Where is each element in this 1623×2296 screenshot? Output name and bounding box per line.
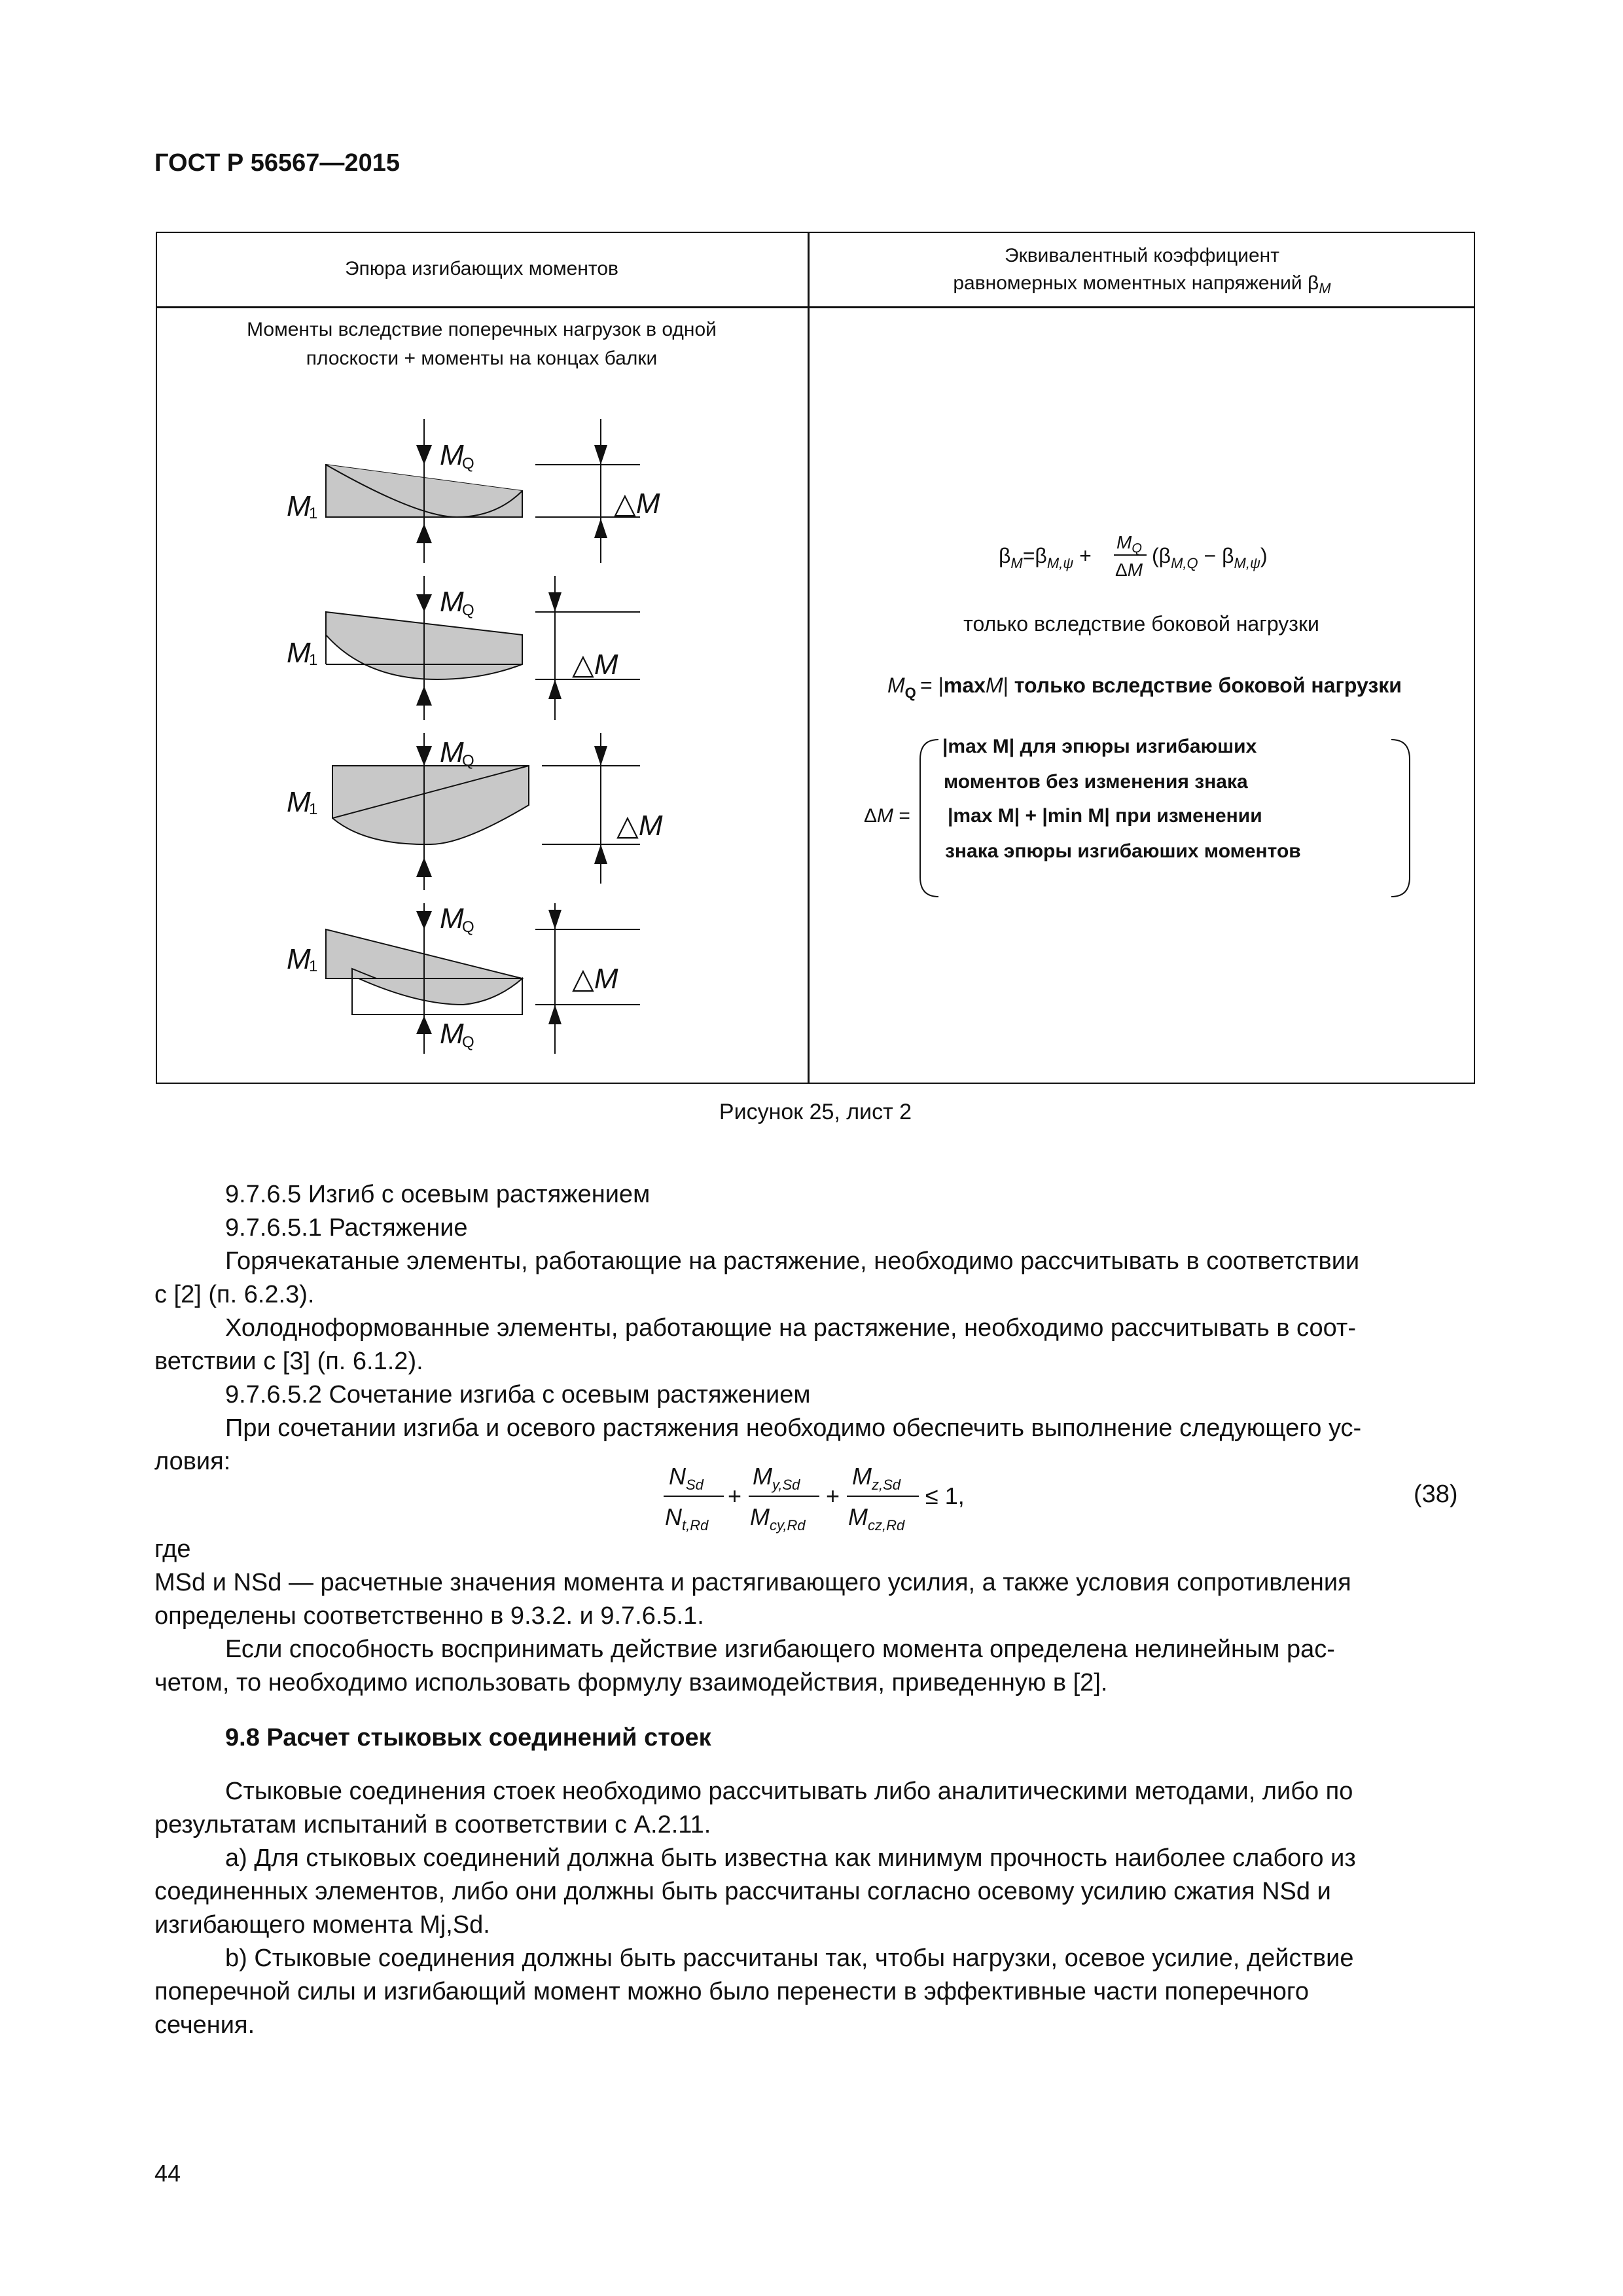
dm-case2-line2: знака эпюры изгибаюших моментов	[945, 840, 1301, 862]
svg-text:△M: △M	[572, 649, 618, 681]
beta-formula: $\beta_M=\beta_{M,\psi}$ +	[999, 544, 1092, 571]
coefficient-header-line2: равномерных моментных напряжений $\beta_M$	[953, 272, 1331, 296]
svg-text:Mcy,Rd: $M_{cy,Rd}$	[750, 1503, 806, 1534]
paragraph-hot-rolled-cont: с [2] (п. 6.2.3).	[154, 1281, 315, 1308]
svg-text:Q: Q	[462, 1033, 474, 1051]
subtitle-line2: плоскости + моменты на концах балки	[306, 348, 658, 369]
where-label: где	[154, 1535, 191, 1563]
svg-text:(βM,Q − βM,ψ): $(\beta_{M,Q} - \beta_{M,\psi})$	[1152, 544, 1268, 571]
svg-text:ΔM: ΔM	[1115, 560, 1143, 580]
subtitle-line1: Моменты вследствие поперечных нагрузок в одной	[247, 319, 717, 340]
table-header-moment-diagram: Эпюра изгибающих моментов	[345, 258, 618, 279]
paragraph-item-a-cont: соединенных элементов, либо они должны быть рассчитаны согласно осевому усилию сжатия NSd и	[154, 1878, 1331, 1905]
paragraph-item-b-end: сечения.	[154, 2011, 255, 2039]
svg-text:M: M	[440, 1018, 464, 1050]
moment-diagrams	[156, 367, 808, 1084]
svg-text:1: 1	[309, 800, 318, 818]
svg-text:M: M	[287, 943, 311, 975]
svg-text:+: +	[728, 1482, 742, 1509]
svg-text:Q: Q	[462, 752, 474, 770]
paragraph-nonlinear: Если способность воспринимать действие изгибающего момента определена нелинейным рас-	[225, 1636, 1335, 1663]
section-9-7-6-5-2: 9.7.6.5.2 Сочетание изгиба с осевым растяжением	[225, 1381, 811, 1408]
paragraph-hot-rolled: Горячекатаные элементы, работающие на растяжение, необходимо рассчитывать в соответствии	[225, 1247, 1360, 1275]
paragraph-item-b: b) Стыковые соединения должны быть рассчитаны так, чтобы нагрузки, осевое усилие, действие	[225, 1945, 1354, 1972]
paragraph-item-a: а) Для стыковых соединений должна быть известна как минимум прочность наиболее слабого из	[225, 1844, 1356, 1872]
svg-text:1: 1	[309, 505, 318, 522]
dm-case2-line1: |max M| + |min M| при изменении	[948, 805, 1262, 827]
paragraph-msd-nsd: MSd и NSd — расчетные значения момента и растягивающего усилия, а также условия сопротивления	[154, 1569, 1351, 1596]
equation-number: (38)	[1414, 1480, 1458, 1508]
svg-text:≤ 1,: ≤ 1,	[925, 1482, 965, 1509]
svg-text:MQ: $M_Q$	[1116, 532, 1142, 556]
svg-text:NSd: $N_{Sd}$	[669, 1463, 704, 1493]
paragraph-nonlinear-cont: четом, то необходимо использовать формулу взаимодействия, приведенную в [2].	[154, 1669, 1108, 1696]
svg-text:Nt,Rd: $N_{t,Rd}$	[665, 1503, 709, 1534]
section-9-8-heading: 9.8 Расчет стыковых соединений стоек	[225, 1724, 711, 1751]
paragraph-splices-cont: результатам испытаний в соответствии с А.2.11.	[154, 1811, 711, 1839]
svg-text:Q: Q	[462, 918, 474, 936]
paragraph-combination-cont: ловия:	[154, 1448, 231, 1475]
svg-text:△M: △M	[572, 963, 618, 995]
svg-text:M: M	[440, 586, 464, 618]
svg-text:M: M	[287, 786, 311, 818]
lateral-load-text: только вследствие боковой нагрузки	[963, 612, 1319, 636]
label-m1-1: M	[287, 490, 311, 522]
svg-text:Q: Q	[462, 455, 474, 473]
svg-text:M: M	[287, 637, 311, 669]
svg-text:MQ: $M_Q$	[887, 673, 916, 701]
table-header-divider	[156, 306, 1475, 308]
svg-text:1: 1	[309, 651, 318, 669]
svg-text:M: M	[440, 736, 464, 768]
paragraph-item-a-end: изгибающего момента Mj,Sd.	[154, 1911, 490, 1939]
svg-text:Q: Q	[462, 601, 474, 619]
svg-text:+: +	[826, 1482, 840, 1509]
svg-text:ΔM =: ΔM =	[864, 805, 910, 827]
paragraph-cold-formed-cont: ветствии с [3] (п. 6.1.2).	[154, 1348, 423, 1375]
document-header: ГОСТ Р 56567—2015	[154, 149, 400, 177]
moment-diagram-subtitle	[156, 315, 808, 373]
figure-caption: Рисунок 25, лист 2	[719, 1100, 912, 1124]
coefficient-header-line1: Эквивалентный коэффициент	[1005, 245, 1279, 266]
paragraph-item-b-cont: поперечной силы и изгибающий момент можно было перенести в эффективные части поперечного	[154, 1978, 1310, 2005]
svg-text:△M: △M	[616, 810, 663, 842]
paragraph-msd-nsd-cont: определены соответственно в 9.3.2. и 9.7.6.5.1.	[154, 1602, 704, 1630]
section-9-7-6-5: 9.7.6.5 Изгиб с осевым растяжением	[225, 1181, 651, 1208]
page-number: 44	[154, 2160, 181, 2187]
paragraph-splices: Стыковые соединения стоек необходимо рассчитывать либо аналитическими методами, либо по	[225, 1778, 1353, 1805]
dm-case1-line2: моментов без изменения знака	[944, 771, 1248, 793]
svg-text:Mz,Sd: $M_{z,Sd}$	[852, 1463, 901, 1493]
svg-text:My,Sd: $M_{y,Sd}$	[753, 1463, 800, 1493]
section-9-7-6-5-1: 9.7.6.5.1 Растяжение	[225, 1214, 468, 1242]
svg-text:Mcz,Rd: $M_{cz,Rd}$	[848, 1503, 905, 1534]
paragraph-combination: При сочетании изгиба и осевого растяжения необходимо обеспечить выполнение следующего ус-	[225, 1414, 1362, 1442]
dm-case1-line1: |max M| для эпюры изгибаюших	[942, 736, 1257, 757]
label-dm-1: △M	[614, 488, 660, 520]
paragraph-cold-formed: Холодноформованные элементы, работающие на растяжение, необходимо рассчитывать в соот-	[225, 1314, 1356, 1342]
svg-text:= |maxM| только вследствие бок: = |maxM| только вследствие боковой нагрузки	[920, 673, 1402, 697]
svg-text:M: M	[440, 903, 464, 935]
formula-38	[654, 1454, 995, 1546]
coefficient-formulas	[809, 511, 1474, 929]
label-mq-1: M	[440, 439, 464, 471]
table-header-coefficient	[809, 242, 1475, 302]
svg-text:1: 1	[309, 958, 318, 975]
